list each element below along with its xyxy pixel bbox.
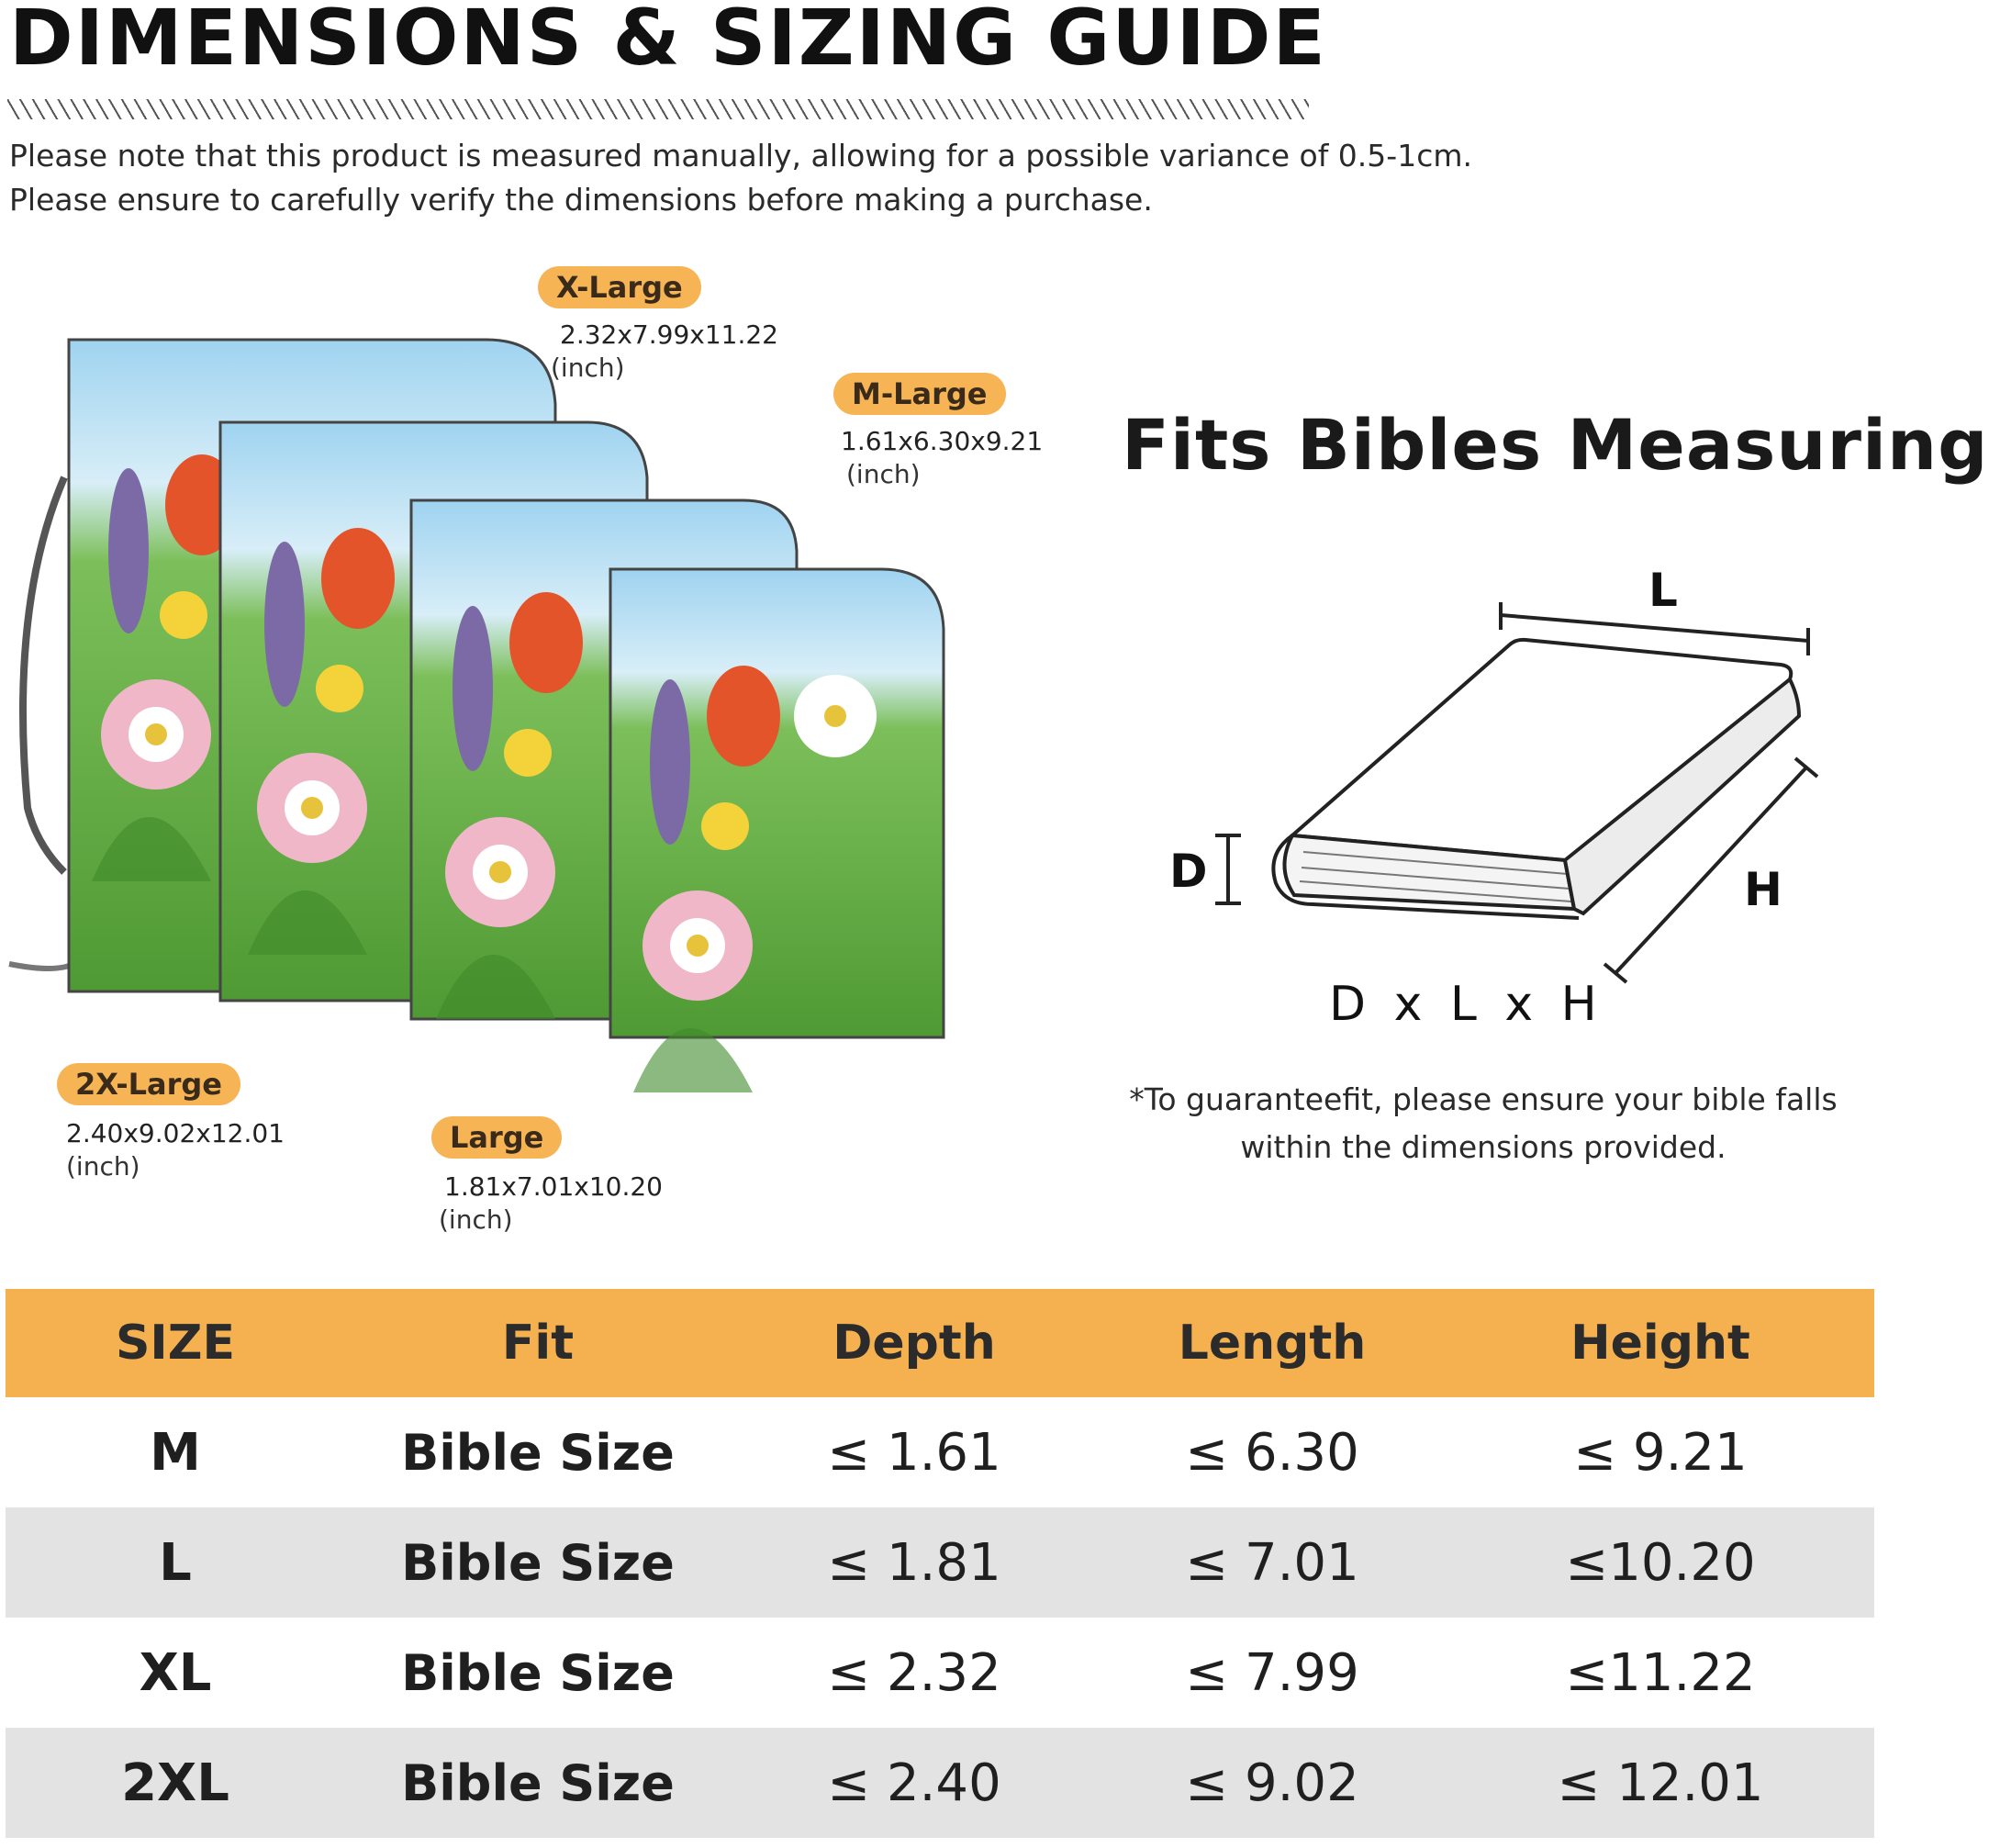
size-pill-m-large: M-Large	[833, 373, 1006, 415]
hatch-divider	[7, 99, 1309, 119]
cell-size: M	[150, 1422, 201, 1483]
size-pill-x-large: X-Large	[538, 266, 701, 308]
size-unit-x-large: (inch)	[551, 353, 625, 383]
cell-height: ≤11.22	[1565, 1642, 1756, 1703]
cell-fit: Bible Size	[345, 1507, 731, 1618]
size-dims-x-large: 2.32x7.99x11.22	[560, 319, 778, 350]
cell-fit: Bible Size	[401, 1423, 675, 1482]
cell-size: 2XL	[6, 1728, 345, 1838]
page-title: DIMENSIONS & SIZING GUIDE	[9, 0, 1327, 83]
cell-height: ≤ 9.21	[1573, 1422, 1748, 1483]
cell-depth: ≤ 2.32	[827, 1642, 1001, 1703]
cell-depth: ≤ 2.40	[731, 1728, 1098, 1838]
cell-length: ≤ 7.01	[1098, 1507, 1447, 1618]
axis-label-d: D	[1169, 845, 1208, 898]
size-unit-m-large: (inch)	[846, 459, 921, 489]
cell-size: XL	[139, 1642, 212, 1703]
axis-label-h: H	[1744, 863, 1782, 916]
header-fit: Fit	[345, 1289, 731, 1397]
table-row	[6, 1618, 1874, 1728]
table-row	[6, 1507, 1874, 1618]
cell-fit: Bible Size	[401, 1643, 675, 1702]
note-line-1: Please note that this product is measured manually, allowing for a possible variance of 0.5-1cm.	[9, 138, 1472, 174]
cell-size: L	[6, 1507, 345, 1618]
size-table	[6, 1289, 1874, 1838]
size-pill-2x-large: 2X-Large	[57, 1063, 240, 1105]
fits-title: Fits Bibles Measuring	[1122, 404, 1989, 486]
cell-depth: ≤ 1.61	[827, 1422, 1001, 1483]
table-header-row	[6, 1289, 1874, 1397]
book-diagram	[1193, 588, 1854, 1001]
cell-height: ≤ 12.01	[1447, 1728, 1874, 1838]
header-length: Length	[1098, 1289, 1447, 1397]
cell-length: ≤ 9.02	[1098, 1728, 1447, 1838]
axis-label-l: L	[1648, 564, 1678, 617]
header-size: SIZE	[6, 1289, 345, 1397]
cell-height: ≤10.20	[1447, 1507, 1874, 1618]
header-depth: Depth	[731, 1289, 1098, 1397]
size-dims-2x-large: 2.40x9.02x12.01	[66, 1118, 285, 1148]
size-pill-large: Large	[431, 1116, 562, 1159]
cell-length: ≤ 6.30	[1185, 1422, 1359, 1483]
cell-length: ≤ 7.99	[1185, 1642, 1359, 1703]
size-unit-2x-large: (inch)	[66, 1151, 140, 1182]
cell-fit: Bible Size	[345, 1728, 731, 1838]
guarantee-note: *To guaranteefit, please ensure your bible falls within the dimensions provided.	[1129, 1081, 1838, 1165]
bible-covers-illustration	[0, 330, 973, 1047]
size-unit-large: (inch)	[439, 1204, 513, 1235]
cell-depth: ≤ 1.81	[731, 1507, 1098, 1618]
dimension-formula: D x L x H	[1329, 977, 1597, 1032]
note-line-2: Please ensure to carefully verify the dimensions before making a purchase.	[9, 182, 1153, 218]
size-dims-m-large: 1.61x6.30x9.21	[841, 426, 1044, 456]
size-dims-large: 1.81x7.01x10.20	[444, 1171, 663, 1202]
table-row	[6, 1728, 1874, 1838]
table-row	[6, 1397, 1874, 1507]
header-height: Height	[1447, 1289, 1874, 1397]
cover-m-large	[610, 569, 944, 1092]
